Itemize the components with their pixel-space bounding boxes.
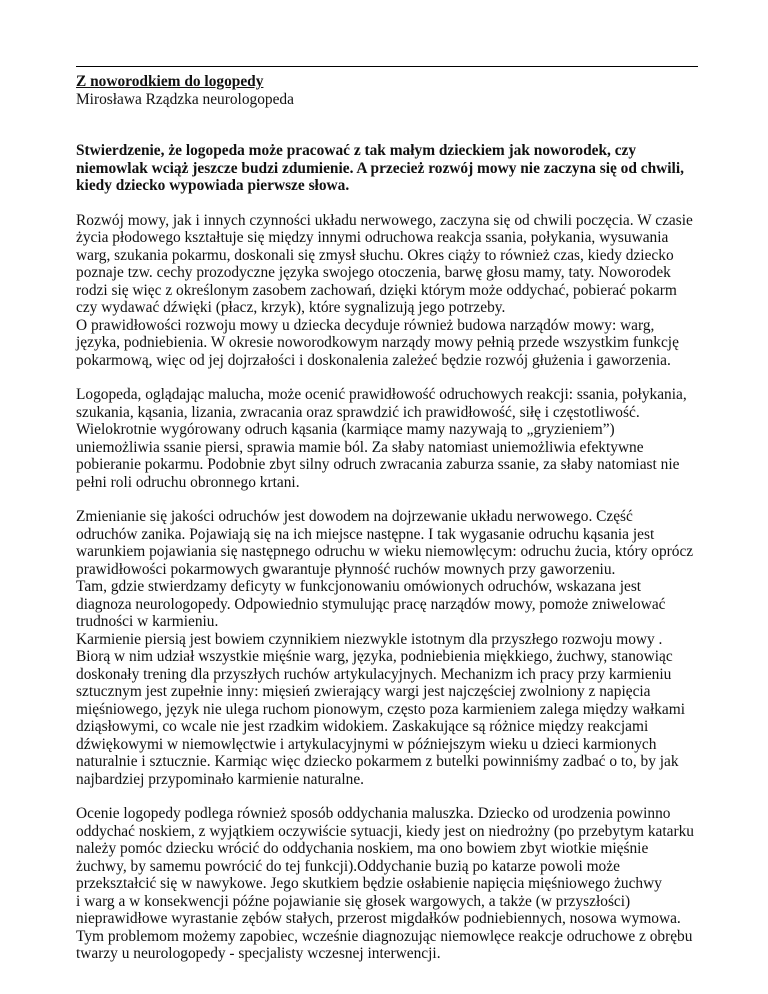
text-line: najbardziej przypominało karmienie naturalne. xyxy=(76,770,365,788)
text-line: twarzy u neurologopedy - specjalisty wczesnej interwencji. xyxy=(76,945,441,962)
text-line: Stwierdzenie, że logopeda może pracować z tak małym dzieckiem jak noworodek, czy xyxy=(76,142,637,159)
text-line: rodzi się więc z określonym zasobem zachowań, dzięki którym może oddychać, pobierać pokarm xyxy=(76,281,677,299)
document-page xyxy=(76,66,698,980)
text-line: szukania, kąsania, lizania, zwracania oraz sprawdzić ich prawidłowość, siłę i częstotliwość. xyxy=(76,403,640,421)
text-line: niemowlak wciąż jeszcze budzi zdumienie. A przecież rozwój mowy nie zaczyna się od chwili, xyxy=(76,159,684,177)
text-line: Tam, gdzie stwierdzamy deficyty w funkcjonowaniu omówionych odruchów, wskazana jest xyxy=(76,578,642,595)
text-line: Karmienie piersią jest bowiem czynnikiem niezwykle istotnym dla przyszłego rozwoju mowy . xyxy=(76,630,663,648)
text-line: Biorą w nim udział wszystkie mięśnie warg, języka, podniebienia miękkiego, żuchwy, stanowiąc xyxy=(76,648,673,665)
text-line: naturalnie i sztucznie. Karmiąc więc dziecko pokarmem z butelki powinniśmy zadbać o to, by jak xyxy=(76,753,679,770)
article-author: Mirosława Rządzka neurologopeda xyxy=(76,90,294,108)
text-line: Ocenie logopedy podlega również sposób oddychania maluszka. Dziecko od urodzenia powinno xyxy=(76,805,671,822)
text-line: nieprawidłowe wyrastanie zębów stałych, przerost migdałków podniebiennych, nosowa wymowa. xyxy=(76,910,681,927)
text-line: odruchów zanika. Pojawiają się na ich miejsce następne. I tak wygasanie odruchu kąsania jest xyxy=(76,525,655,543)
text-line: dźwiękowymi w niemowlęctwie i artykulacyjnymi w późniejszym wieku u dzieci karmionych xyxy=(76,735,657,753)
body-paragraph-1 xyxy=(76,212,698,370)
text-line: przekształcić się w nawykowe. Jego skutkiem będzie osłabienie napięcia mięśniowego żuchwy xyxy=(76,875,662,892)
text-line: oddychać noskiem, z wyjątkiem oczywiście sytuacji, kiedy jest on niedrożny (po przebytym katarku xyxy=(76,822,695,840)
body-paragraph-3 xyxy=(76,508,698,788)
body-paragraph-2 xyxy=(76,386,698,491)
lead-paragraph xyxy=(76,142,698,195)
text-line: warunkiem pojawiania się następnego odruchu w wieku niemowlęcym: odruchu żucia, który oprócz xyxy=(76,543,694,560)
text-line: dziąsłowymi, co wcale nie jest rzadkim widokiem. Zaskakujące są różnice między reakcjami xyxy=(76,718,649,735)
text-line: mięśniowego, język nie ulega ruchom pionowym, często poza karmieniem zalega między wałkami xyxy=(76,700,686,718)
text-line: życia płodowego kształtuje się między innymi odruchowa reakcja ssania, połykania, wysuwania xyxy=(76,229,669,246)
text-line: Logopeda, oglądając malucha, może ocenić prawidłowość odruchowych reakcji: ssania, połykania, xyxy=(76,386,687,403)
text-line: pełni roli odruchu obronnego krtani. xyxy=(76,473,300,491)
text-line: O prawidłowości rozwoju mowy u dziecka decyduje również budowa narządów mowy: warg, xyxy=(76,316,655,334)
text-line: kiedy dziecko wypowiada pierwsze słowa. xyxy=(76,177,350,194)
text-line: warg, szukania pokarmu, doskonali się zmysł słuchu. Okres ciąży to również czas, kiedy dziecko xyxy=(76,246,674,264)
text-line: trudności w karmieniu. xyxy=(76,613,219,630)
text-line: czy wydawać dźwięki (płacz, krzyk), które sygnalizują jego potrzeby. xyxy=(76,299,506,316)
text-line: doskonały trening dla przyszłych ruchów artykulacyjnych. Mechanizm ich pracy przy karmieniu xyxy=(76,665,672,683)
body-paragraph-4 xyxy=(76,805,698,963)
text-line: Wielokrotnie wygórowany odruch kąsania (karmiące mamy nazywają to „gryzieniem”) xyxy=(76,421,615,438)
text-line: żuchwy, by samemu powrócić do tej funkcji).Oddychanie buzią po katarze powoli może xyxy=(76,857,620,875)
text-line: Zmienianie się jakości odruchów jest dowodem na dojrzewanie układu nerwowego. Część xyxy=(76,508,633,525)
text-line: poznaje tzw. cechy prozodyczne języka swojego otoczenia, barwę głosu mamy, taty. Noworodek xyxy=(76,264,671,281)
text-line: Rozwój mowy, jak i innych czynności układu nerwowego, zaczyna się od chwili poczęcia. W czasie xyxy=(76,211,693,229)
text-line: pokarmową, więc od jej dojrzałości i doskonalenia zależeć będzie rozwój głużenia i gaworzenia. xyxy=(76,351,671,369)
text-line: prawidłowości pokarmowych gwarantuje płynność ruchów mownych przy gaworzeniu. xyxy=(76,560,616,578)
text-line: pobieranie pokarmu. Podobnie zbyt silny odruch zwracania zaburza ssanie, za słaby natomiast nie xyxy=(76,456,680,473)
article-title: Z noworodkiem do logopedy xyxy=(76,73,264,90)
text-line: należy pomóc dziecku wrócić do oddychania noskiem, ma ono bowiem zbyt wiotkie mięśnie xyxy=(76,840,649,857)
text-line: i warg a w konsekwencji późne pojawianie się głosek wargowych, a także (w przyszłości) xyxy=(76,892,631,910)
text-line: sztucznym jest zupełnie inny: mięsień zwierający wargi jest najczęściej zwolniony z napięcia xyxy=(76,683,651,700)
top-rule xyxy=(76,66,698,67)
text-line: uniemożliwia ssanie piersi, sprawia mamie ból. Za słaby natomiast uniemożliwia efektywne xyxy=(76,438,644,456)
text-line: diagnoza neurologopedy. Odpowiednio stymulując pracę narządów mowy, pomoże zniwelować xyxy=(76,595,666,613)
text-line: Tym problemom możemy zapobiec, wcześnie diagnozując niemowlęce reakcje odruchowe z obrębu xyxy=(76,927,693,945)
text-line: języka, podniebienia. W okresie noworodkowym narządy mowy pełnią przede wszystkim funkcję xyxy=(76,334,679,351)
